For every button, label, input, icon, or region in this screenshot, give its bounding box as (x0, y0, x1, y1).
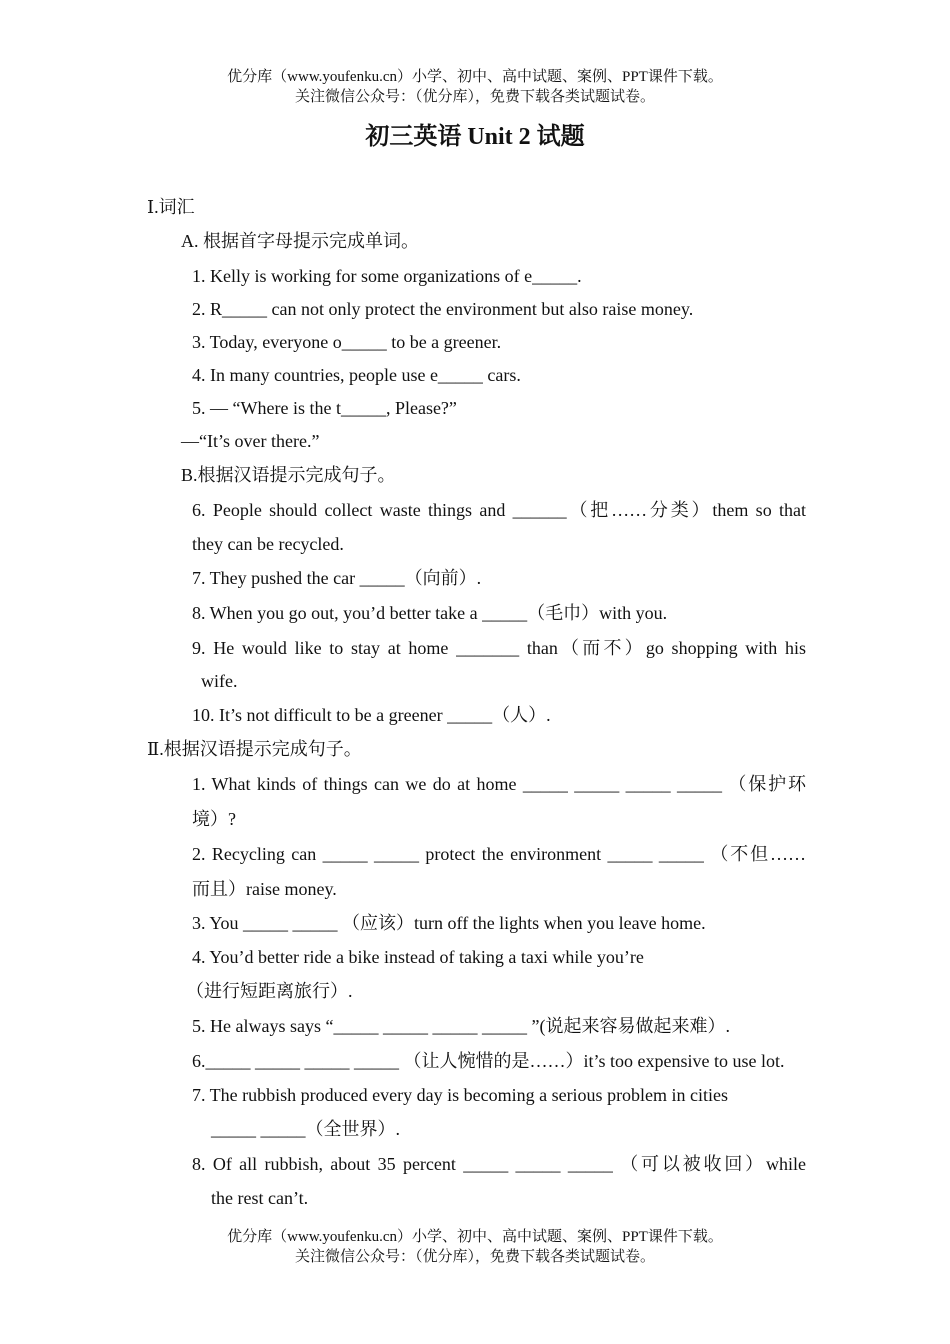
question-b8: 8. When you go out, you’d better take a _____（毛巾）with you. (192, 603, 668, 623)
question-a5-answer: —“It’s over there.” (181, 431, 320, 451)
question-2-1-line-1: 1. What kinds of things can we do at home _____ _____ _____ _____ （保护环 (192, 774, 806, 794)
section-2-heading: Ⅱ.根据汉语提示完成句子。 (147, 739, 362, 759)
question-2-7-line-2: _____ _____（全世界）. (211, 1119, 400, 1139)
question-b10: 10. It’s not difficult to be a greener _____（人）. (192, 705, 551, 725)
part-a-heading: A. 根据首字母提示完成单词。 (181, 231, 419, 251)
question-a2: 2. R_____ can not only protect the environment but also raise money. (192, 299, 694, 319)
question-2-8-line-2: the rest can’t. (211, 1188, 309, 1208)
part-b-heading: B.根据汉语提示完成句子。 (181, 465, 396, 485)
footer-line-1: 优分库（www.youfenku.cn）小学、初中、高中试题、案例、PPT课件下载。 (227, 1229, 723, 1245)
question-2-4-line-2: （进行短距离旅行）. (186, 981, 353, 1001)
question-2-5: 5. He always says “_____ _____ _____ _____ ”(说起来容易做起来难）. (192, 1016, 730, 1036)
question-2-6: 6._____ _____ _____ _____ （让人惋惜的是……）it’s too expensive to use lot. (192, 1051, 785, 1071)
question-a4: 4. In many countries, people use e_____ cars. (192, 365, 521, 385)
header-line-2: 关注微信公众号：（优分库），免费下载各类试题试卷。 (294, 89, 655, 105)
section-1-heading: Ⅰ.词汇 (147, 197, 195, 217)
question-b9-line-2: wife. (201, 671, 238, 691)
question-2-7-line-1: 7. The rubbish produced every day is becoming a serious problem in cities (192, 1085, 729, 1105)
question-b9-line-1: 9. He would like to stay at home _______ than（而不）go shopping with his (192, 638, 806, 658)
question-a5: 5. — “Where is the t_____, Please?” (192, 398, 457, 418)
question-2-1-line-2: 境）? (192, 809, 236, 829)
question-2-8-line-1: 8. Of all rubbish, about 35 percent _____ _____ _____ （可以被收回）while (192, 1154, 806, 1174)
question-2-2-line-2: 而且）raise money. (192, 879, 337, 899)
question-b6-line-1: 6. People should collect waste things and ______（把……分类）them so that (192, 500, 806, 520)
question-2-4-line-1: 4. You’d better ride a bike instead of taking a taxi while you’re (192, 947, 644, 967)
question-b6-line-2: they can be recycled. (192, 534, 344, 554)
header-line-1: 优分库（www.youfenku.cn）小学、初中、高中试题、案例、PPT课件下载。 (227, 69, 723, 85)
question-2-2-line-1: 2. Recycling can _____ _____ protect the environment _____ _____ （不但…… (192, 844, 806, 864)
page-title: 初三英语 Unit 2 试题 (365, 124, 585, 150)
question-b7: 7. They pushed the car _____（向前）. (192, 568, 482, 588)
question-2-3: 3. You _____ _____ （应该）turn off the lights when you leave home. (192, 913, 706, 933)
question-a1: 1. Kelly is working for some organizations of e_____. (192, 266, 582, 286)
footer-line-2: 关注微信公众号：（优分库），免费下载各类试题试卷。 (294, 1249, 655, 1265)
question-a3: 3. Today, everyone o_____ to be a greener. (192, 332, 502, 352)
